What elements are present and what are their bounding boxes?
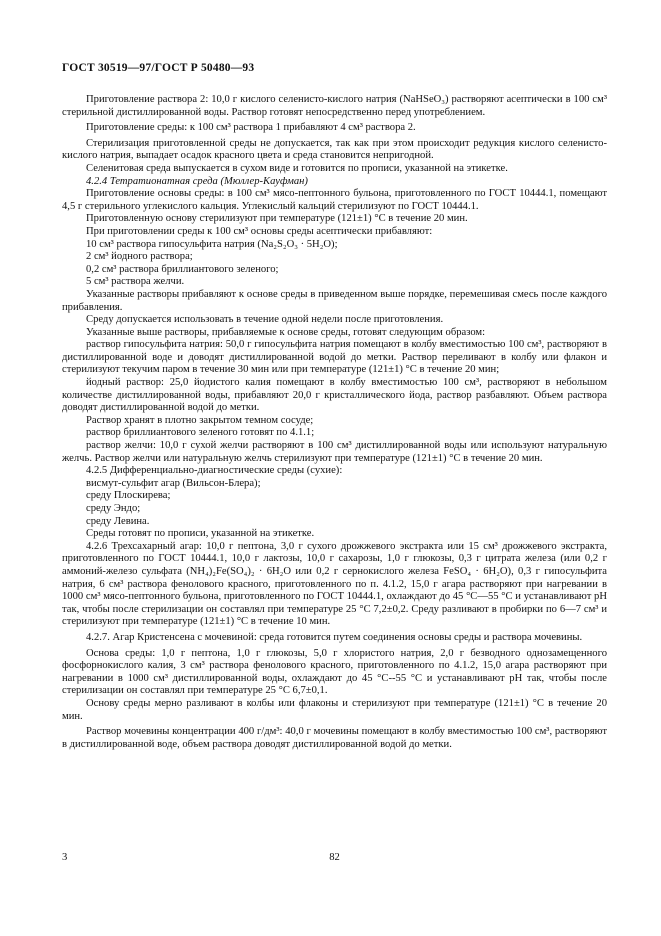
paragraph-medium-prep: Приготовление среды: к 100 см³ раствора 1 прибавляют 4 см³ раствора 2. — [86, 122, 416, 134]
paragraph-base-prep: Приготовление основы среды: в 100 см³ мясо-пептонного бульона, приготовленного по ГОСТ 10444.1, помещают 4,5 г стерильного углекислого кальция. Углекислый кальций стерилизуют по ГОСТ 10444.1. — [62, 188, 607, 212]
document-body — [62, 94, 607, 751]
document-header: ГОСТ 30519—97/ГОСТ Р 50480—93 — [62, 62, 255, 74]
paragraph-storage: Раствор хранят в плотно закрытом темном сосуде; — [86, 414, 314, 426]
paragraph-order: Указанные растворы прибавляют к основе среды в приведенном выше порядке, перемешивая смесь после каждого прибавления. — [62, 288, 607, 313]
paragraph-iodine-solution: йодный раствор: 25,0 йодистого калия помещают в колбу вместимостью 100 см³, растворяют в небольшом количестве дистиллированной воды, прибавляют 20,0 г кристаллического йода, раствор разбавляют. Объем раствора доводят дистиллированной водой до метки. — [62, 377, 607, 414]
document-page — [62, 62, 607, 751]
paragraph-shelf-life: Среду допускается использовать в течение одной недели после приготовления. — [86, 314, 444, 326]
list-item-bile: 5 см³ раствора желчи. — [86, 276, 185, 288]
section-4-2-6: 4.2.6 Трехсахарный агар: 10,0 г пептона, 3,0 г сухого дрожжевого экстракта или 15 см³ дрожжевого экстракта, приготовленного по ГОСТ 10444.1, 10,0 г лактозы, 10,0 г сахарозы, 1,0 г глюкозы, 0,3 г цитрата железа (или 0,2 г аммоний-железо сульфата (NH₄)₂Fe(SO₄)₂ · 6H₂O или 0,2 г сернокислого железа FeSO₄ · 6H₂O), 0,3 г гипосульфита натрия, 6 см³ раствора фенолового красного, приготовленного по п. 4.1.2, 15,0 г агара растворяют при нагревании в 1000 см³ мясо-пептонного бульона, приготовленного по ГОСТ 10444.1, охлаждают до 45 °С—55 °С и устанавливают рН так, чтобы после стерилизации он составлял при температуре 25 °С 7,2±0,2. Среду разливают в пробирки по 6—7 см³ и стерилизуют при температуре (121±1) °С в течение 10 мин. — [62, 540, 607, 628]
section-heading-4-2-5: 4.2.5 Дифференциально-диагностические среды (сухие): — [86, 465, 343, 477]
section-4-2-7: 4.2.7. Агар Кристенсена с мочевиной: среда готовится путем соединения основы среды и раствора мочевины. — [86, 631, 583, 643]
section-heading-4-2-4: 4.2.4 Тетратионатная среда (Мюллер-Кауфман) — [86, 175, 308, 187]
paragraph-label-prep: Среды готовят по прописи, указанной на этикетке. — [86, 528, 315, 540]
paragraph-solution-2: Приготовление раствора 2: 10,0 г кислого селенисто-кислого натрия (NaHSeO₃) растворяют асептически в 100 см³ стерильной дистиллированной воды. Раствор готовят непосредственно перед употреблением. — [62, 94, 607, 118]
paragraph-base-sterilize: Приготовленную основу стерилизуют при температуре (121±1) °С в течение 20 мин. — [86, 213, 468, 225]
paragraph-brilliant-green: раствор бриллиантового зеленого готовят по 4.1.1; — [86, 427, 315, 439]
list-item-bismuth: висмут-сульфит агар (Вильсон-Блера); — [86, 477, 261, 489]
paragraph-urea-solution: Раствор мочевины концентрации 400 г/дм³: 40,0 г мочевины помещают в колбу вместимостью 100 см³, растворяют в дистиллированной воде, объем раствора доводят дистиллированной водой до метки. — [62, 726, 607, 750]
footer-left-number: 3 — [62, 852, 68, 863]
paragraph-solutions-intro: Указанные выше растворы, прибавляемые к основе среды, готовят следующим образом: — [86, 326, 486, 338]
list-item-iodine: 2 см³ йодного раствора; — [86, 251, 193, 263]
page-number: 82 — [329, 852, 340, 863]
paragraph-christensen-base: Основа среды: 1,0 г пептона, 1,0 г глюкозы, 5,0 г хлористого натрия, 2,0 г безводного однозамещенного фосфорнокислого калия, 3 см³ раствора фенолового красного, приготовленного по 4.1.2, 15,0 агара растворяют при нагревании в 1000 см³ дистиллированной воды, охлаждают до 45 °С--55 °С и устанавливают рН так, чтобы после стерилизации он составлял при температуре 25 °С 6,7±0,1. — [62, 647, 607, 697]
list-item-levin: среду Левина. — [86, 515, 150, 527]
list-item-brilliant-green: 0,2 см³ раствора бриллиантового зеленого; — [86, 263, 279, 275]
paragraph-hyposulfite-solution: раствор гипосульфита натрия: 50,0 г гипосульфита натрия помещают в колбу вместимостью 100 см³, растворяют в дистиллированной воде и доводят дистиллированной водой до метки. Раствор переливают в колбу или флакон и стерилизуют текучим паром в течение 30 мин или при температуре (121±1) °С в течение 20 мин; — [62, 339, 607, 376]
paragraph-selenite-dry: Селенитовая среда выпускается в сухом виде и готовится по прописи, указанной на этикетке. — [86, 162, 508, 174]
paragraph-sterilization: Стерилизация приготовленной среды не допускается, так как при этом происходит редукция кислого селенисто-кислого натрия, выпадает осадок красного цвета и среда становится непригодной. — [62, 137, 607, 162]
list-item-hyposulfite: 10 см³ раствора гипосульфита натрия (Na₂S₂O₃ · 5H₂O); — [86, 238, 338, 250]
list-item-endo: среду Эндо; — [86, 503, 141, 514]
paragraph-base-dispense: Основу среды мерно разливают в колбы или флаконы и стерилизуют при температуре (121±1) °С в течение 20 мин. — [62, 697, 607, 722]
list-item-ploskirev: среду Плоскирева; — [86, 490, 171, 502]
paragraph-bile-solution: раствор желчи: 10,0 г сухой желчи растворяют в 100 см³ дистиллированной воды или используют натуральную желчь. Раствор желчи или натуральную желчь стерилизуют при температуре (121±1) °С в течение 20 мин. — [62, 440, 607, 464]
paragraph-additions-intro: При приготовлении среды к 100 см³ основы среды асептически прибавляют: — [86, 225, 433, 237]
